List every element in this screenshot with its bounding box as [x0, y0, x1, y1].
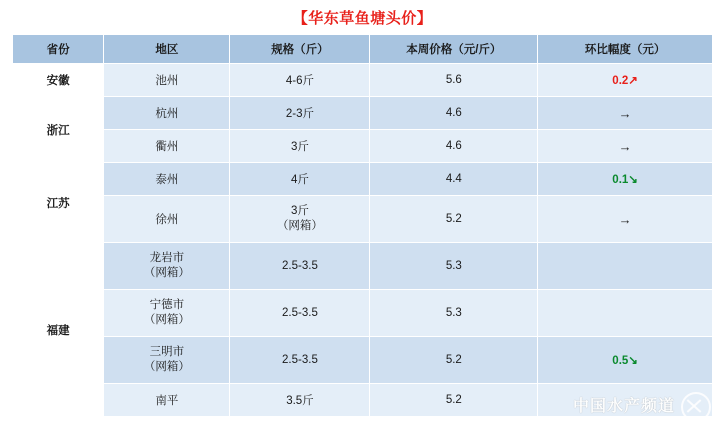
cell-province: 江苏	[13, 163, 104, 243]
cell-region	[104, 243, 230, 290]
cell-region: 南平	[104, 384, 230, 417]
cell-province: 安徽	[13, 64, 104, 97]
cell-price: 5.3	[370, 243, 538, 290]
cell-province: 浙江	[13, 97, 104, 163]
column-header-price: 本周价格（元/斤）	[370, 35, 538, 64]
cell-province: 福建	[13, 243, 104, 417]
table-row	[13, 243, 713, 290]
cell-spec: 2.5-3.5	[230, 337, 370, 384]
table-row	[13, 337, 713, 384]
cell-price: 5.2	[370, 196, 538, 243]
change-value: →	[618, 211, 632, 227]
cell-region: 杭州	[104, 97, 230, 130]
table-row	[13, 290, 713, 337]
table-body	[13, 64, 713, 417]
cell-spec: 3.5斤	[230, 384, 370, 417]
cell-change	[538, 64, 713, 97]
column-header-province: 省份	[13, 35, 104, 64]
cell-region-line1: 宁德市	[149, 299, 185, 311]
cell-region: 泰州	[104, 163, 230, 196]
cell-change	[538, 163, 713, 196]
cell-spec: 2.5-3.5	[230, 243, 370, 290]
cell-region	[104, 337, 230, 384]
price-table	[12, 34, 713, 417]
cell-change	[538, 337, 713, 384]
cell-region	[104, 290, 230, 337]
cell-spec: 2.5-3.5	[230, 290, 370, 337]
column-header-region: 地区	[104, 35, 230, 64]
change-value: →	[618, 105, 632, 121]
cell-price: 4.6	[370, 97, 538, 130]
table-row	[13, 64, 713, 97]
cell-region-line2: （网箱）	[143, 267, 190, 279]
change-value: 0.5↘	[612, 355, 638, 367]
cell-price: 4.4	[370, 163, 538, 196]
cell-price: 5.2	[370, 384, 538, 417]
cell-price: 5.2	[370, 337, 538, 384]
cell-price: 5.6	[370, 64, 538, 97]
cell-region: 池州	[104, 64, 230, 97]
table-row	[13, 97, 713, 130]
cell-region-line2: （网箱）	[143, 361, 190, 373]
cell-spec: 4-6斤	[230, 64, 370, 97]
table-header-row	[13, 35, 713, 64]
page-title: 【华东草鱼塘头价】	[292, 10, 433, 27]
cell-change	[538, 196, 713, 243]
change-value: →	[618, 138, 632, 154]
cell-spec: 3斤	[230, 130, 370, 163]
cell-region-line1: 三明市	[149, 346, 185, 358]
watermark-text: 中国水产频道	[572, 398, 675, 416]
cell-region-line2: （网箱）	[143, 314, 190, 326]
cell-region: 徐州	[104, 196, 230, 243]
cell-spec: 2-3斤	[230, 97, 370, 130]
change-value: 0.1↘	[612, 174, 638, 186]
cell-spec-line2: （网箱）	[276, 220, 323, 232]
cell-spec-line1: 3斤	[290, 205, 309, 217]
cell-region: 衢州	[104, 130, 230, 163]
cell-change	[538, 97, 713, 130]
column-header-spec: 规格（斤）	[230, 35, 370, 64]
table-row	[13, 196, 713, 243]
table-row	[13, 130, 713, 163]
cell-spec	[230, 196, 370, 243]
cell-change	[538, 290, 713, 337]
change-value: 0.2↗	[612, 75, 638, 87]
table-header	[13, 35, 713, 64]
cell-spec: 4斤	[230, 163, 370, 196]
cell-price: 5.3	[370, 290, 538, 337]
cell-change	[538, 384, 713, 417]
table-row	[13, 384, 713, 417]
cell-change	[538, 243, 713, 290]
cell-price: 4.6	[370, 130, 538, 163]
cell-change	[538, 130, 713, 163]
cell-region-line1: 龙岩市	[149, 252, 185, 264]
table-row	[13, 163, 713, 196]
column-header-change: 环比幅度（元）	[538, 35, 713, 64]
